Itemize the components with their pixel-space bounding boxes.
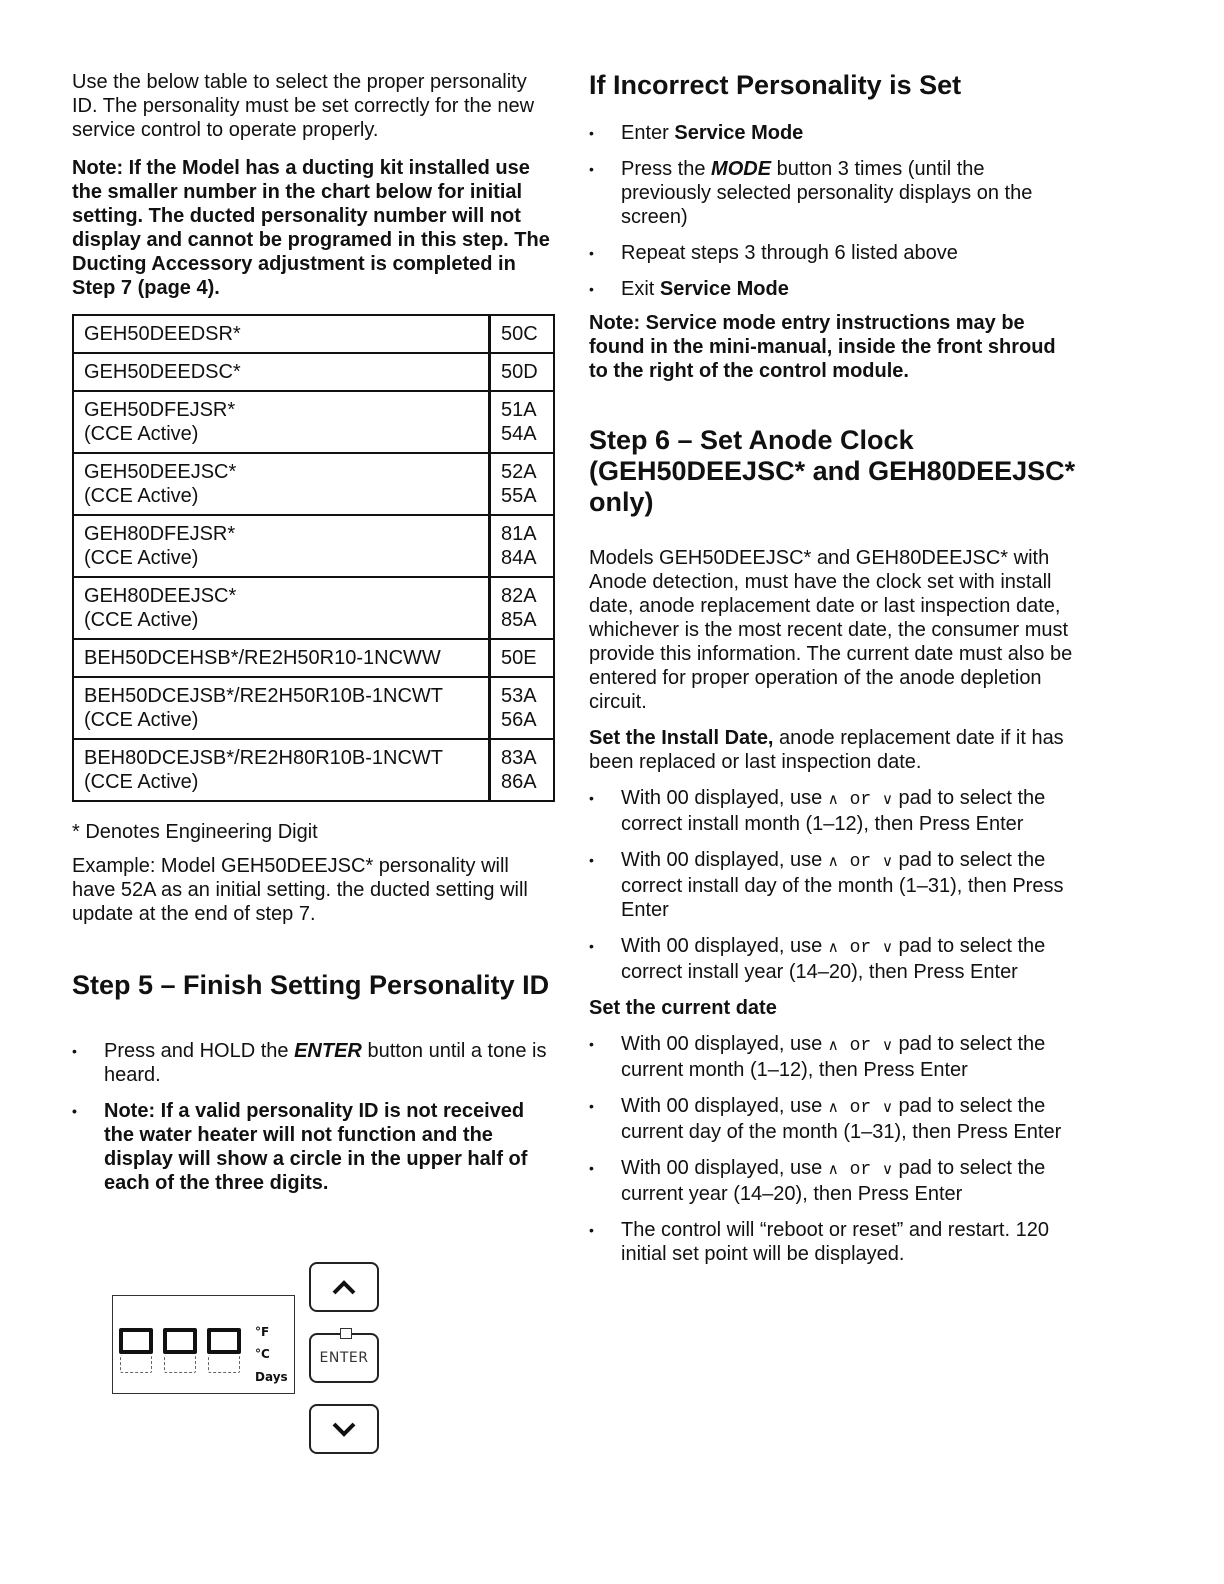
model-text: GEH80DEEJSC* (CCE Active) (84, 585, 237, 631)
or-text: or (838, 852, 882, 872)
digit-2 (163, 1328, 197, 1376)
down-arrow-icon: ∨ (881, 1160, 893, 1178)
intro-text: Use the below table to select the proper personality ID. The personality must be set correctly for the new service control to operate properly. (72, 71, 535, 141)
personality-id: 53A 56A (501, 685, 537, 731)
celsius-label: °C (255, 1347, 270, 1361)
incorrect-list (589, 121, 1079, 301)
model-text: GEH80DFEJSR* (CCE Active) (84, 523, 236, 569)
b2-post: button 3 times (until the previously selected personality displays on the screen) (621, 158, 1033, 228)
personality-cell (490, 353, 555, 391)
install-date-rest: anode replacement date if it has been replaced or last inspection date. (589, 727, 1064, 773)
step5-list (72, 1039, 556, 1195)
up-arrow-icon: ∧ (827, 1036, 839, 1054)
fahrenheit-label: °F (255, 1325, 270, 1339)
list-item (589, 786, 1079, 836)
personality-cell (490, 639, 555, 677)
up-button[interactable] (309, 1262, 379, 1312)
b2-pre: Press the (621, 158, 712, 180)
step6-title: Step 6 – Set Anode Clock (GEH50DEEJSC* and GEH80DEEJSC* only) (589, 425, 1076, 517)
reboot-bullet: • The control will “reboot or reset” and restart. 120 initial set point will be displayed. (589, 1218, 1079, 1266)
service-mode-text-2: Service Mode (659, 278, 789, 300)
model-cell (73, 391, 490, 453)
install-date-bold: Set the Install Date, (589, 727, 774, 749)
personality-cell (490, 453, 555, 515)
model-text: GEH50DEEJSC* (CCE Active) (84, 461, 237, 507)
or-text: or (838, 1036, 882, 1056)
down-arrow-icon: ∨ (881, 790, 893, 808)
use-pre-text: With 00 displayed, use (621, 787, 828, 809)
service-mode-note: Note: Service mode entry instructions may be found in the mini-manual, inside the front shroud to the right of the control module. (589, 312, 1056, 382)
up-arrow-icon: ∧ (827, 938, 839, 956)
personality-id: 50D (501, 361, 538, 383)
list-item (589, 1156, 1079, 1206)
step5-title: Step 5 – Finish Setting Personality ID (72, 970, 550, 1000)
model-text: GEH50DEEDSR* (84, 323, 241, 345)
enter-button-label: ENTER (319, 1350, 369, 1366)
final-list (589, 1218, 1079, 1266)
or-text: or (838, 1098, 882, 1118)
chevron-up-icon (331, 1274, 357, 1300)
chevron-down-icon (331, 1416, 357, 1442)
step6-intro: Models GEH50DEEJSC* and GEH80DEEJSC* with Anode detection, must have the clock set with install date, anode replacement date or last inspection date, whichever is the most recent date, the consumer must provide this information. The current date must also be entered for proper operation of the anode depletion circuit. (589, 547, 1073, 713)
service-mode-text: Service Mode (674, 122, 804, 144)
table-row (73, 739, 554, 801)
list-item (589, 934, 1079, 984)
use-pre-text: With 00 displayed, use (621, 1033, 828, 1055)
down-arrow-icon: ∨ (881, 852, 893, 870)
down-arrow-icon: ∨ (881, 938, 893, 956)
personality-cell (490, 391, 555, 453)
b4-pre: Exit (621, 278, 660, 300)
down-arrow-icon: ∨ (881, 1036, 893, 1054)
step5-bullet-1 (72, 1039, 556, 1087)
enter-led-icon (340, 1328, 352, 1339)
model-cell (73, 577, 490, 639)
personality-id: 50E (501, 647, 537, 669)
incorrect-bullet-1 (589, 121, 1079, 145)
personality-id: 50C (501, 323, 538, 345)
model-text: BEH80DCEJSB*/RE2H80R10B-1NCWT (CCE Active) (84, 747, 444, 793)
table-row (73, 639, 554, 677)
instruction-text: pad to select the current day of the month (1–31), then Press Enter (621, 1095, 1062, 1143)
up-arrow-icon: ∧ (827, 1098, 839, 1116)
table-row (73, 515, 554, 577)
step5-bullet-2: • Note: If a valid personality ID is not received the water heater will not function and the display will show a circle in the upper half of each of the three digits. (72, 1099, 556, 1195)
table-row (73, 391, 554, 453)
digit-1 (119, 1328, 153, 1376)
current-date-list (589, 1032, 1079, 1206)
model-text: BEH50DCEHSB*/RE2H50R10-1NCWW (84, 647, 441, 669)
use-pre-text: With 00 displayed, use (621, 849, 828, 871)
personality-cell (490, 315, 555, 353)
personality-id: 52A 55A (501, 461, 537, 507)
footnote: * Denotes Engineering Digit (72, 821, 318, 843)
incorrect-personality-title: If Incorrect Personality is Set (589, 70, 962, 100)
table-row (73, 453, 554, 515)
enter-key-text: ENTER (294, 1040, 362, 1062)
use-pre-text: With 00 displayed, use (621, 1157, 828, 1179)
list-item (589, 848, 1079, 922)
instruction-text: pad to select the correct install month (1–12), then Press Enter (621, 787, 1046, 835)
model-cell (73, 677, 490, 739)
example-text: Example: Model GEH50DEEJSC* personality will have 52A as an initial setting. the ducted setting will update at the end of step 7. (72, 855, 528, 925)
table-row (73, 577, 554, 639)
up-arrow-icon: ∧ (827, 1160, 839, 1178)
up-arrow-icon: ∧ (827, 852, 839, 870)
model-cell (73, 639, 490, 677)
days-label: Days (255, 1370, 288, 1384)
incorrect-bullet-4 (589, 277, 1079, 301)
personality-id: 82A 85A (501, 585, 537, 631)
personality-cell (490, 677, 555, 739)
down-button[interactable] (309, 1404, 379, 1454)
control-display (112, 1295, 295, 1394)
list-item (589, 1032, 1079, 1082)
personality-table (72, 314, 555, 802)
step5-b1-pre: Press and HOLD the (104, 1040, 295, 1062)
install-date-text (589, 726, 1079, 774)
model-cell (73, 453, 490, 515)
table-row (73, 353, 554, 391)
or-text: or (838, 790, 882, 810)
instruction-text: pad to select the current year (14–20), then Press Enter (621, 1157, 1046, 1205)
personality-id: 51A 54A (501, 399, 537, 445)
ducting-note: Note: If the Model has a ducting kit installed use the smaller number in the chart below for initial setting. The ducted personality number will not display and cannot be programed in this step. The Ducting Accessory adjustment is completed in Step 7 (page 4). (72, 157, 550, 299)
incorrect-bullet-2 (589, 157, 1079, 229)
model-text: GEH50DFEJSR* (CCE Active) (84, 399, 236, 445)
use-pre-text: With 00 displayed, use (621, 1095, 828, 1117)
incorrect-bullet-3: • Repeat steps 3 through 6 listed above (589, 241, 1079, 265)
model-cell (73, 353, 490, 391)
install-date-list (589, 786, 1079, 984)
model-text: GEH50DEEDSC* (84, 361, 241, 383)
personality-cell (490, 577, 555, 639)
personality-id: 81A 84A (501, 523, 537, 569)
table-row (73, 677, 554, 739)
or-text: or (838, 938, 882, 958)
instruction-text: pad to select the correct install year (14–20), then Press Enter (621, 935, 1046, 983)
current-date-heading: Set the current date (589, 997, 777, 1019)
use-pre-text: With 00 displayed, use (621, 935, 828, 957)
personality-cell (490, 739, 555, 801)
left-column (72, 70, 556, 1195)
mode-key-text: MODE (711, 158, 772, 180)
enter-button[interactable] (309, 1333, 379, 1383)
personality-cell (490, 515, 555, 577)
or-text: or (838, 1160, 882, 1180)
list-item (589, 1094, 1079, 1144)
model-cell (73, 315, 490, 353)
model-cell (73, 739, 490, 801)
up-arrow-icon: ∧ (827, 790, 839, 808)
down-arrow-icon: ∨ (881, 1098, 893, 1116)
model-cell (73, 515, 490, 577)
model-text: BEH50DCEJSB*/RE2H50R10B-1NCWT (CCE Active) (84, 685, 444, 731)
table-row (73, 315, 554, 353)
personality-id: 83A 86A (501, 747, 537, 793)
b1-pre: Enter (621, 122, 675, 144)
right-column (589, 70, 1079, 1266)
digit-3 (207, 1328, 241, 1376)
instruction-text: pad to select the current month (1–12), then Press Enter (621, 1033, 1046, 1081)
step5-b1-post: button until a tone is heard. (104, 1040, 547, 1086)
instruction-text: pad to select the correct install day of the month (1–31), then Press Enter (621, 849, 1064, 921)
